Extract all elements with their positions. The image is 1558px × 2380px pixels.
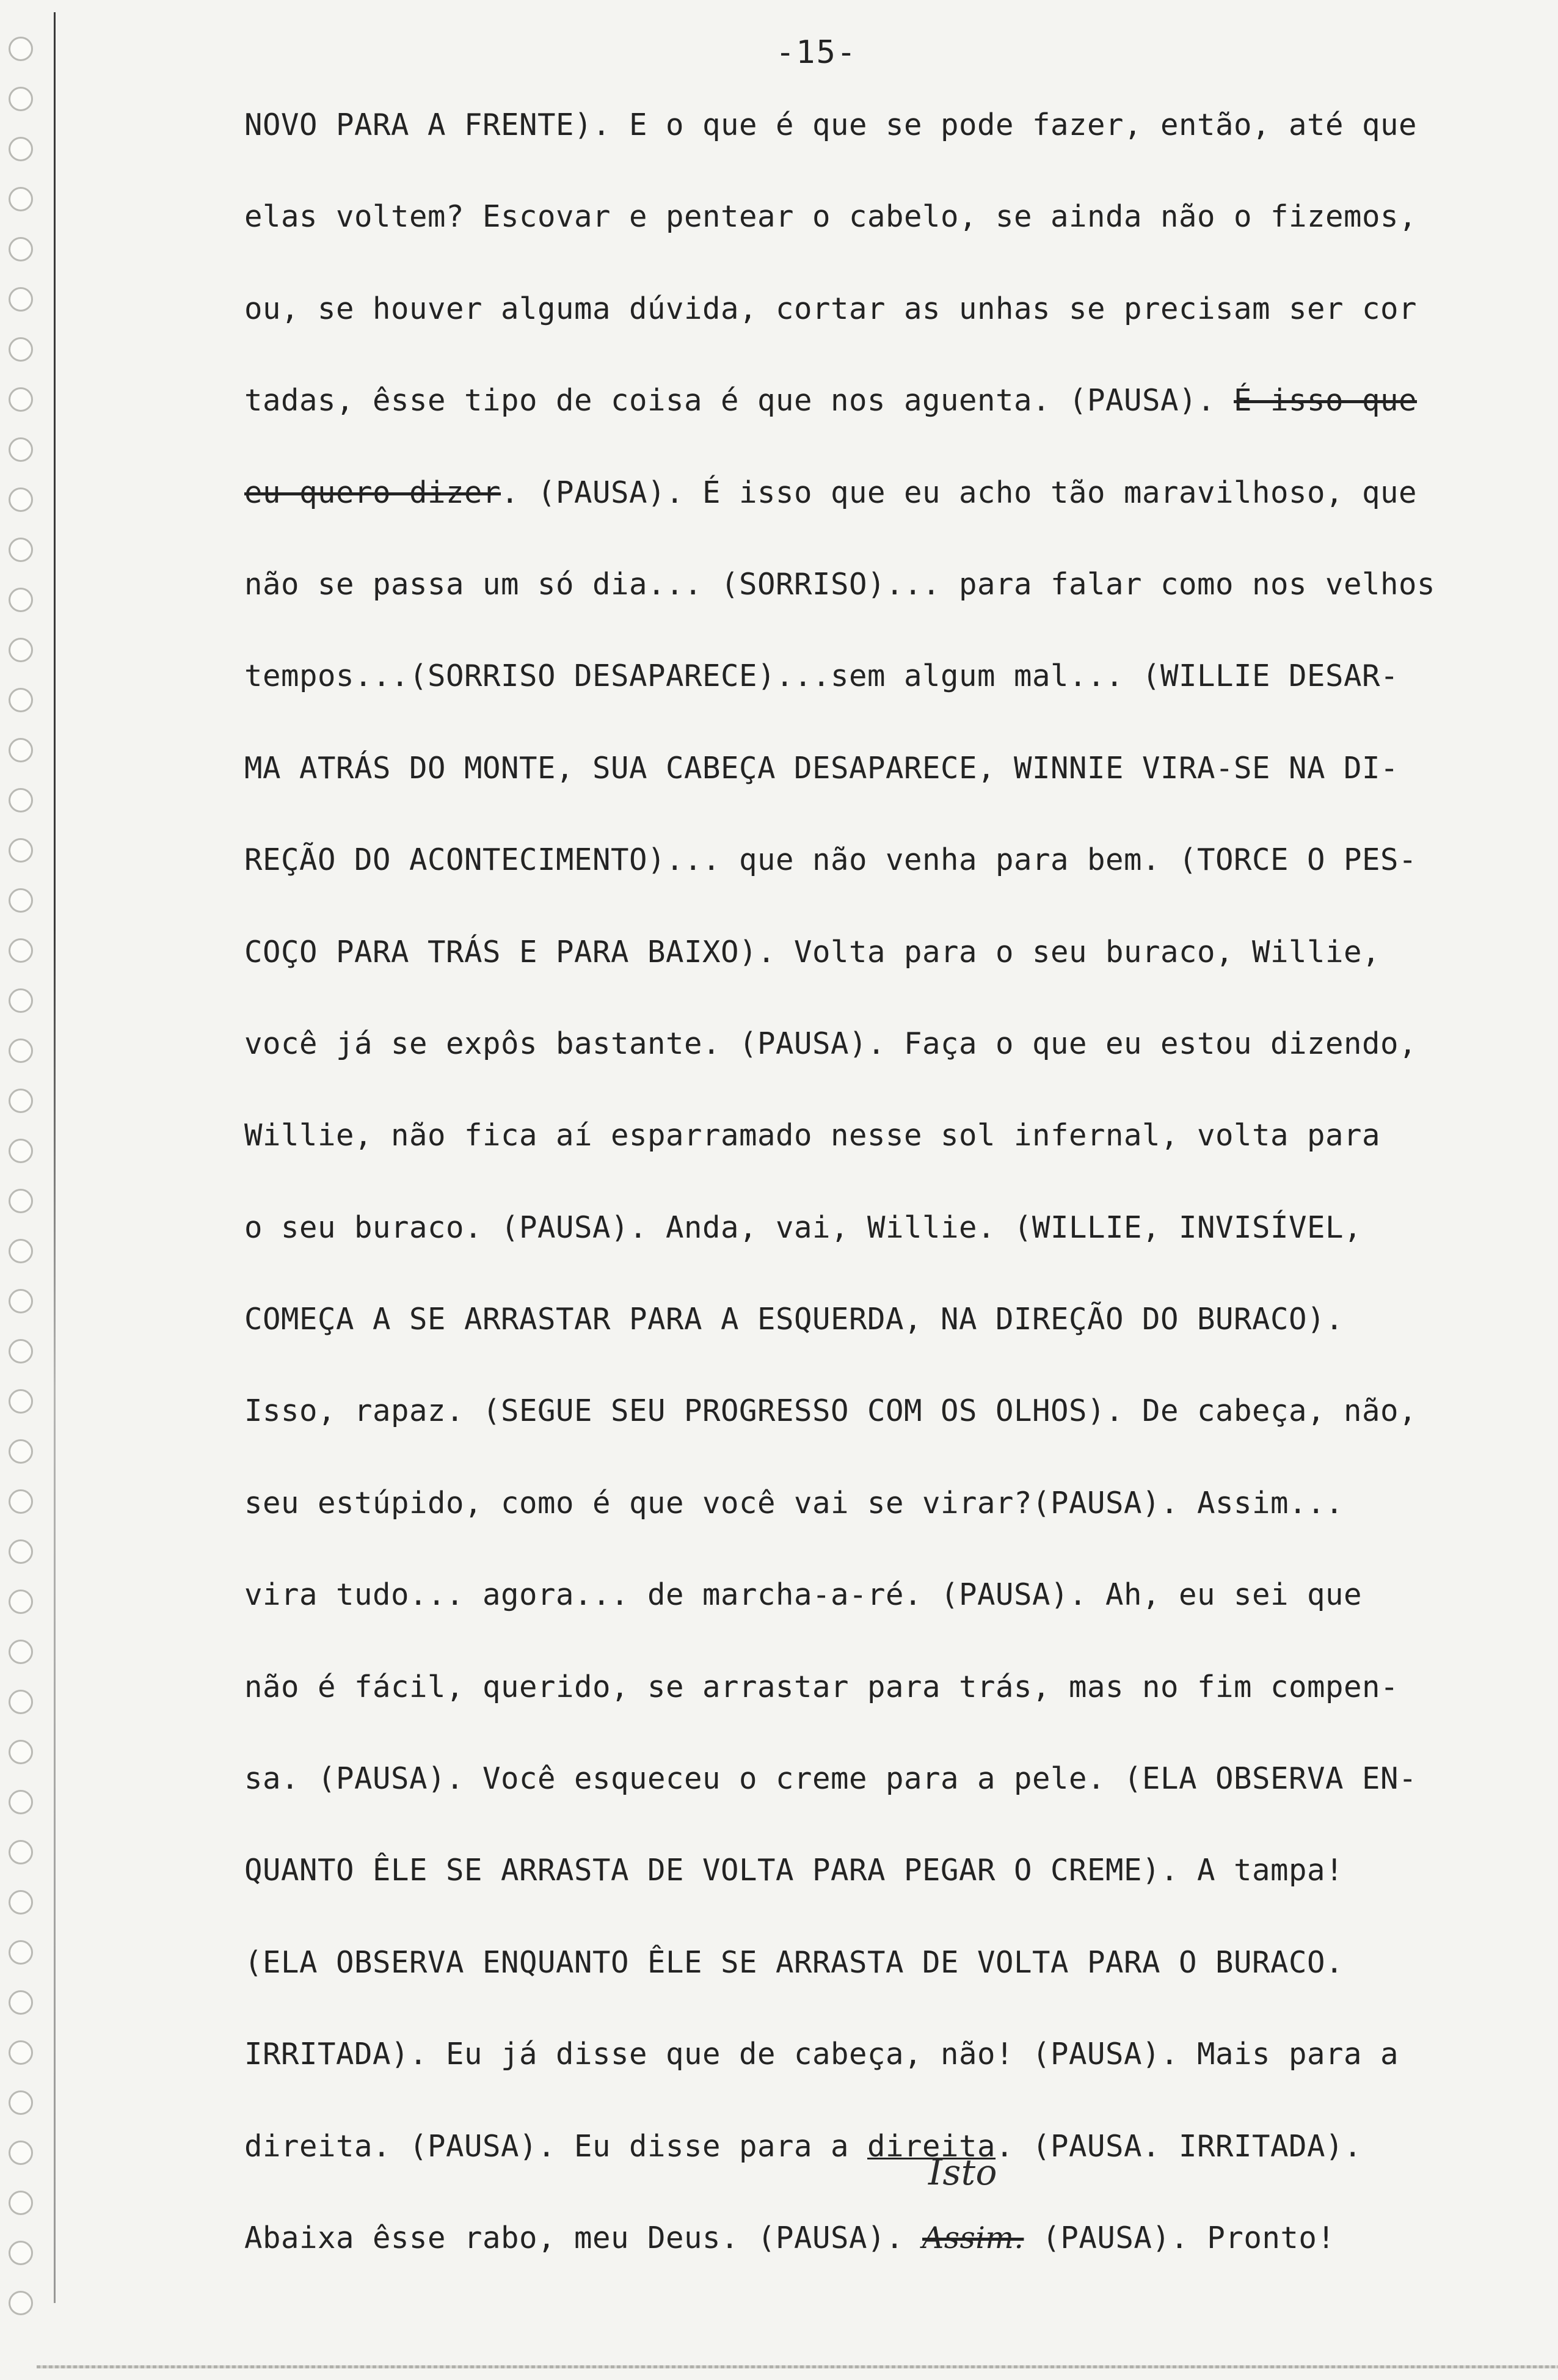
binder-hole: [9, 1439, 33, 1464]
handwritten-note: Isto: [928, 2151, 997, 2193]
binder-hole: [9, 1389, 33, 1414]
binder-hole: [9, 2241, 33, 2265]
text-line: [244, 171, 1509, 263]
text-segment: MA ATRÁS DO MONTE, SUA CABEÇA DESAPARECE, WINNIE VIRA-SE NA DI-: [244, 750, 1399, 786]
text-line: [244, 1458, 1509, 1549]
text-line: [244, 1641, 1509, 1733]
binder-hole: [9, 387, 33, 412]
binder-hole: [9, 1940, 33, 1965]
text-segment: COMEÇA A SE ARRASTAR PARA A ESQUERDA, NA DIREÇÃO DO BURACO).: [244, 1302, 1344, 1337]
text-segment: sa. (PAUSA). Você esqueceu o creme para a pele. (ELA OBSERVA EN-: [244, 1761, 1418, 1797]
text-line: [244, 1182, 1509, 1274]
binder-hole: [9, 1640, 33, 1664]
binder-hole: [9, 1740, 33, 1764]
text-segment: direita. (PAUSA). Eu disse para a: [244, 2128, 868, 2164]
binder-hole: [9, 137, 33, 161]
binder-hole: [9, 1089, 33, 1113]
binder-hole: [9, 187, 33, 211]
text-segment: não é fácil, querido, se arrastar para trás, mas no fim compen-: [244, 1669, 1399, 1704]
binder-holes: [9, 37, 45, 2358]
handwritten-correction: [922, 2151, 1024, 2284]
binder-hole: [9, 437, 33, 462]
text-segment: seu estúpido, como é que você vai se virar?(PAUSA). Assim...: [244, 1485, 1344, 1520]
binder-hole: [9, 2141, 33, 2165]
text-segment: NOVO PARA A FRENTE). E o que é que se pode fazer, então, até que: [244, 108, 1418, 142]
text-line: [244, 1365, 1509, 1457]
binder-hole: [9, 988, 33, 1013]
text-line: [244, 998, 1509, 1090]
text-segment: REÇÃO DO ACONTECIMENTO)... que não venha para bem. (TORCE O PES-: [244, 842, 1418, 878]
bottom-edge: [37, 2365, 1558, 2368]
struck-text: eu quero dizer: [244, 475, 501, 510]
binder-hole: [9, 337, 33, 362]
binder-hole: [9, 2191, 33, 2215]
text-segment: . (PAUSA). É isso que eu acho tão maravilhoso, que: [501, 475, 1418, 510]
text-line: [244, 2009, 1509, 2100]
binder-hole: [9, 487, 33, 512]
text-line: [244, 1549, 1509, 1641]
text-segment: tempos...(SORRISO DESAPARECE)...sem algum mal... (WILLIE DESAR-: [244, 659, 1399, 694]
text-segment: você já se expôs bastante. (PAUSA). Faça o que eu estou dizendo,: [244, 1026, 1418, 1061]
binder-hole: [9, 788, 33, 812]
binder-hole: [9, 1590, 33, 1614]
binder-hole: [9, 1139, 33, 1163]
binder-hole: [9, 1239, 33, 1263]
text-segment: o seu buraco. (PAUSA). Anda, vai, Willie. (WILLIE, INVISÍVEL,: [244, 1210, 1363, 1245]
binder-hole: [9, 37, 33, 61]
binder-hole: [9, 1790, 33, 1814]
text-line: [244, 1274, 1509, 1365]
binder-hole: [9, 688, 33, 712]
text-line: [244, 263, 1509, 355]
text-segment: elas voltem? Escovar e pentear o cabelo, se ainda não o fizemos,: [244, 199, 1418, 235]
binder-hole: [9, 1890, 33, 1915]
text-segment: vira tudo... agora... de marcha-a-ré. (PAUSA). Ah, eu sei que: [244, 1577, 1363, 1613]
binder-hole: [9, 588, 33, 612]
text-segment: (ELA OBSERVA ENQUANTO ÊLE SE ARRASTA DE VOLTA PARA O BURACO.: [244, 1944, 1344, 1980]
binder-hole: [9, 1189, 33, 1213]
binder-hole: [9, 638, 33, 662]
binder-hole: [9, 1339, 33, 1363]
text-line: [244, 355, 1509, 447]
typed-text-body: [244, 79, 1509, 2284]
binder-hole: [9, 1039, 33, 1063]
binder-hole: [9, 1990, 33, 2015]
text-line: [244, 907, 1509, 998]
binder-hole: [9, 87, 33, 111]
text-segment: Abaixa êsse rabo, meu Deus. (PAUSA).: [244, 2220, 923, 2255]
text-segment: tadas, êsse tipo de coisa é que nos aguenta. (PAUSA).: [244, 383, 1234, 418]
binder-hole: [9, 1840, 33, 1864]
binder-hole: [9, 287, 33, 312]
text-line: [244, 1917, 1509, 2009]
text-segment: Isso, rapaz. (SEGUE SEU PROGRESSO COM OS OLHOS). De cabeça, não,: [244, 1393, 1418, 1429]
text-line: [244, 1733, 1509, 1825]
underlined-text: direita: [867, 2128, 996, 2164]
text-line: [244, 79, 1509, 171]
binder-hole: [9, 838, 33, 863]
text-segment: não se passa um só dia... (SORRISO)... para falar como nos velhos: [244, 566, 1436, 602]
text-segment: COÇO PARA TRÁS E PARA BAIXO). Volta para o seu buraco, Willie,: [244, 934, 1381, 969]
binder-hole: [9, 738, 33, 762]
binder-hole: [9, 1690, 33, 1714]
text-segment: Willie, não fica aí esparramado nesse sol infernal, volta para: [244, 1118, 1381, 1153]
struck-text: Assim.: [922, 2220, 1024, 2255]
binder-hole: [9, 538, 33, 562]
margin-line: [54, 12, 56, 2303]
text-segment: . (PAUSA. IRRITADA).: [996, 2128, 1363, 2164]
text-line: [244, 447, 1509, 539]
binder-hole: [9, 2090, 33, 2115]
binder-hole: [9, 2291, 33, 2315]
binder-hole: [9, 237, 33, 261]
text-line: [244, 539, 1509, 630]
text-segment: IRRITADA). Eu já disse que de cabeça, não! (PAUSA). Mais para a: [244, 2037, 1399, 2072]
binder-hole: [9, 1289, 33, 1313]
binder-hole: [9, 1539, 33, 1564]
binder-hole: [9, 1489, 33, 1514]
struck-text: É isso que: [1234, 383, 1418, 418]
binder-hole: [9, 888, 33, 913]
text-segment: ou, se houver alguma dúvida, cortar as unhas se precisam ser cor: [244, 291, 1418, 326]
text-segment: QUANTO ÊLE SE ARRASTA DE VOLTA PARA PEGAR O CREME). A tampa!: [244, 1853, 1344, 1888]
text-segment: (PAUSA). Pronto!: [1024, 2220, 1336, 2255]
text-line: [244, 630, 1509, 722]
page-number: -15-: [776, 34, 857, 71]
binder-hole: [9, 2040, 33, 2065]
text-line: [244, 1825, 1509, 1916]
text-line: [244, 2151, 1509, 2284]
binder-hole: [9, 938, 33, 963]
text-line: [244, 2101, 1509, 2192]
text-line: [244, 1090, 1509, 1181]
text-line: [244, 814, 1509, 906]
text-line: [244, 723, 1509, 814]
